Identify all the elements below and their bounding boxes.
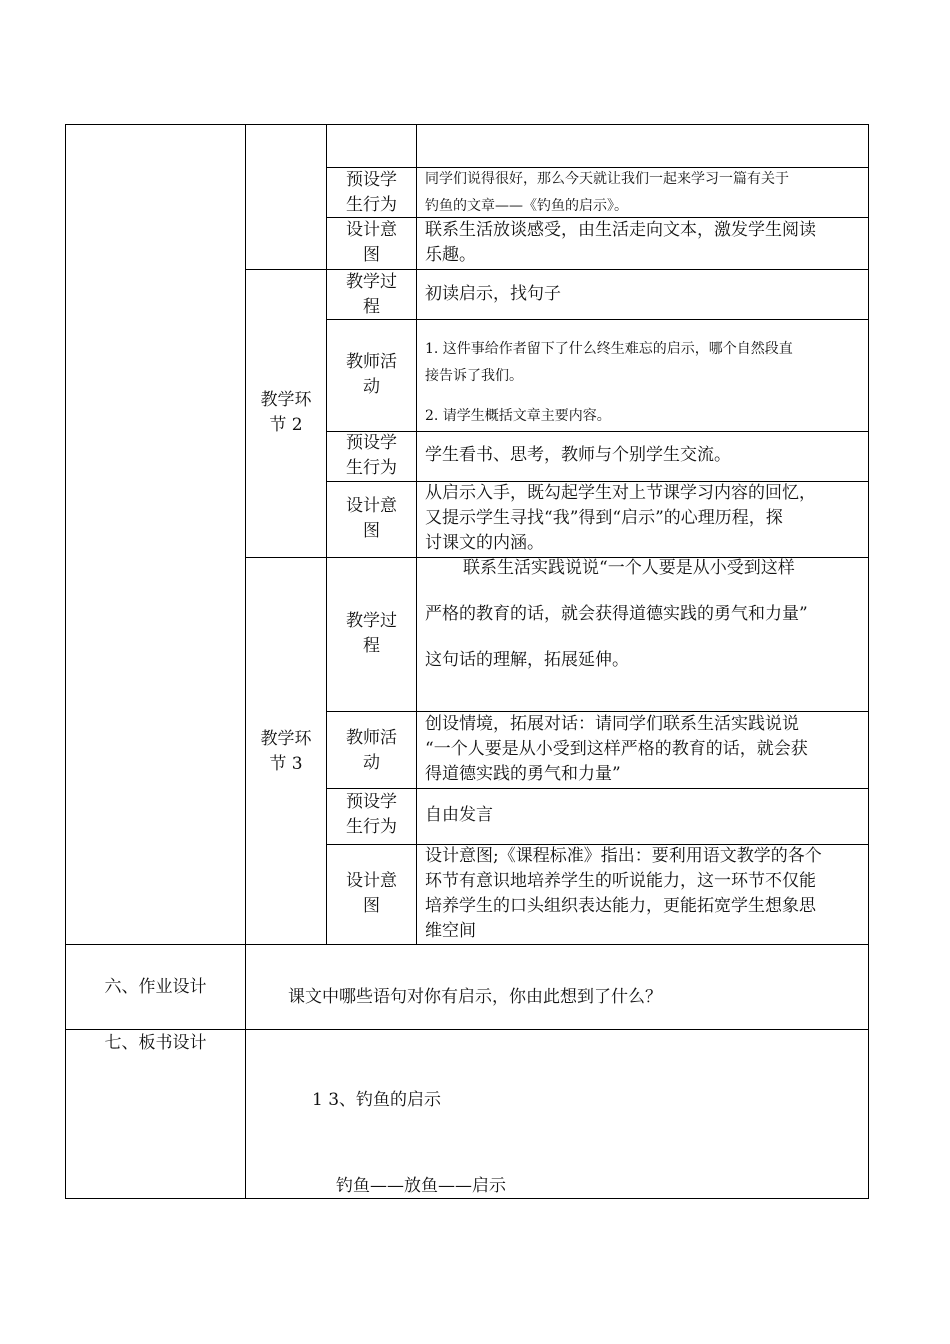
teacher-activity-text: 创设情境，拓展对话：请同学们联系生活实践说说 “一个人要是从小受到这样严格的教育的话，就会获 得道德实践的勇气和力量” [425,714,808,784]
row-line [326,788,869,789]
student-behavior-text: 同学们说得很好，那么今天就让我们一起来学习一篇有关于 钓鱼的文章——《钓鱼的启示》。 [425,171,789,214]
board-design-label: 七、板书设计 [104,1033,207,1053]
design-intent-text: 设计意图;《课程标准》指出：要利用语文教学的各个 环节有意识地培养学生的听说能力，这一环节不仅能 培养学生的口头组织表达能力，更能拓宽学生想象思 维空间 [425,846,822,941]
student-behavior-label: 预设学 生行为 [346,433,397,478]
design-intent-text: 从启示入手，既勾起学生对上节课学习内容的回忆， 又提示学生寻找“我”得到“启示”的心理历程，探 讨课文的内涵。 [425,483,816,553]
section-3-title: 教学环 节 3 [260,729,312,774]
design-intent-text: 联系生活放谈感受，由生活走向文本，激发学生阅读 乐趣。 [425,220,816,265]
student-behavior-text: 自由发言 [425,805,493,825]
teacher-activity-item-2: 2. 请学生概括文章主要内容。 [425,408,611,424]
row-line [65,944,869,945]
board-design-flow: 钓鱼——放鱼——启示 [336,1176,506,1196]
col-divider-3 [416,124,417,945]
teacher-activity-item-1: 1. 这件事给作者留下了什么终生难忘的启示，哪个自然段直 接告诉了我们。 [425,341,793,384]
homework-label: 六、作业设计 [104,977,207,997]
student-behavior-label: 预设学 生行为 [346,792,397,837]
process-text: 联系生活实践说说“一个人要是从小受到这样 严格的教育的话，就会获得道德实践的勇气和力量” 这句话的理解，拓展延伸。 [425,558,808,670]
student-behavior-text: 学生看书、思考，教师与个别学生交流。 [425,445,731,465]
process-text: 初读启示，找句子 [425,284,561,304]
process-label: 教学过 程 [346,272,397,317]
teacher-activity-label: 教师活 动 [346,352,397,397]
student-behavior-label: 预设学 生行为 [346,170,397,215]
board-design-title: 1 3、钓鱼的启示 [312,1090,442,1110]
table-border-top [65,124,869,125]
col-divider-1 [245,124,246,1199]
table-border-right [868,124,869,1199]
row-line [65,1029,869,1030]
section-2-title: 教学环 节 2 [260,390,312,435]
design-intent-label: 设计意 图 [346,496,397,541]
design-intent-label: 设计意 图 [346,220,397,265]
homework-text: 课文中哪些语句对你有启示，你由此想到了什么？ [288,987,662,1007]
teacher-activity-label: 教师活 动 [346,728,397,773]
process-label: 教学过 程 [346,611,397,656]
design-intent-label: 设计意 图 [346,871,397,916]
